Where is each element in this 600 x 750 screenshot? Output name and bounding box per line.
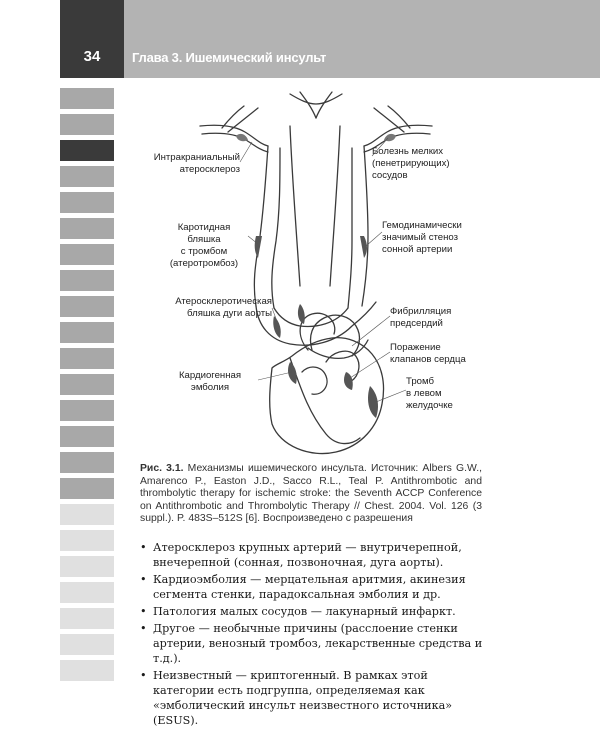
caption-label: Рис. 3.1. — [140, 463, 184, 474]
label-carotid-plaque: Каротидная бляшка с тромбом (атеротромбоз) — [169, 222, 239, 269]
list-item: • Патология малых сосудов — лакунарный инфаркт. — [140, 605, 456, 618]
side-tab — [60, 270, 114, 291]
page-number-box — [60, 0, 124, 78]
label-valve: Поражение клапанов сердца — [390, 342, 466, 365]
side-tab — [60, 400, 114, 421]
side-tab — [60, 634, 114, 655]
side-tab — [60, 218, 114, 239]
side-tab — [60, 166, 114, 187]
label-intracranial: Интракраниальный атеросклероз — [153, 152, 240, 175]
side-tab — [60, 296, 114, 317]
side-tab — [60, 114, 114, 135]
chapter-title: Глава 3. Ишемический инсульт — [132, 50, 327, 65]
bullet-dot: • — [140, 573, 147, 586]
list-item: • Неизвестный — криптогенный. В рамках этой категории есть подгруппа, определяемая как «эмболический инсульт неизвестного источника» (ESUS). — [140, 669, 453, 727]
bullet-dot: • — [140, 622, 147, 635]
side-tab — [60, 348, 114, 369]
label-afib: Фибрилляция предсердий — [390, 306, 452, 329]
side-tab — [60, 504, 114, 525]
side-tab — [60, 140, 114, 161]
side-tab — [60, 582, 114, 603]
side-tab — [60, 452, 114, 473]
side-tab — [60, 192, 114, 213]
side-tab — [60, 426, 114, 447]
page-number: 34 — [83, 48, 101, 65]
figure-caption — [140, 463, 482, 526]
label-hemodynamic: Гемодинамически значимый стеноз сонной артерии — [382, 220, 462, 255]
label-aortic-arch: Атеросклеротическая бляшка дуги аорты — [175, 296, 272, 319]
figure-stroke-mechanisms — [140, 86, 500, 456]
caption-text: Механизмы ишемического инсульта. Источник: Albers G.W., Amarenco P., Easton J.D., Sacco R.L., Teal P. Antithrombotic and thrombolytic therapy for ischemic stroke: the Seventh ACCP Conference on Antithrombotic and Thrombolytic Therapy // Chest. 2004. Vol. 126 (3 suppl.). P. 483S–512S [6]. Воспроизведено с разрешения — [140, 463, 483, 524]
label-lv-thrombus: Тромб в левом желудочке — [406, 376, 453, 411]
label-cardiogenic: Кардиогенная эмболия — [178, 370, 242, 393]
side-tab — [60, 88, 114, 109]
stroke-causes-list — [140, 540, 485, 730]
header-bar — [60, 0, 600, 78]
label-small-vessel: Болезнь мелких (пенетрирующих) сосудов — [372, 146, 450, 181]
side-tab — [60, 660, 114, 681]
side-tab — [60, 374, 114, 395]
side-tab — [60, 478, 114, 499]
bullet-dot: • — [140, 605, 147, 618]
bullet-dot: • — [140, 541, 147, 554]
side-tab — [60, 556, 114, 577]
side-tab — [60, 530, 114, 551]
list-item: • Кардиоэмболия — мерцательная аритмия, акинезия сегмента стенки, парадоксальная эмболия и др. — [140, 573, 466, 601]
bullet-dot: • — [140, 669, 147, 682]
side-tab — [60, 608, 114, 629]
list-item: • Атеросклероз крупных артерий — внутричерепной, внечерепной (сонная, позвоночная, дуга аорты). — [140, 541, 462, 569]
side-tab — [60, 322, 114, 343]
side-tab — [60, 244, 114, 265]
list-item: • Другое — необычные причины (расслоение стенки артерии, венозный тромбоз, лекарственные средства и т.д.). — [140, 622, 483, 665]
